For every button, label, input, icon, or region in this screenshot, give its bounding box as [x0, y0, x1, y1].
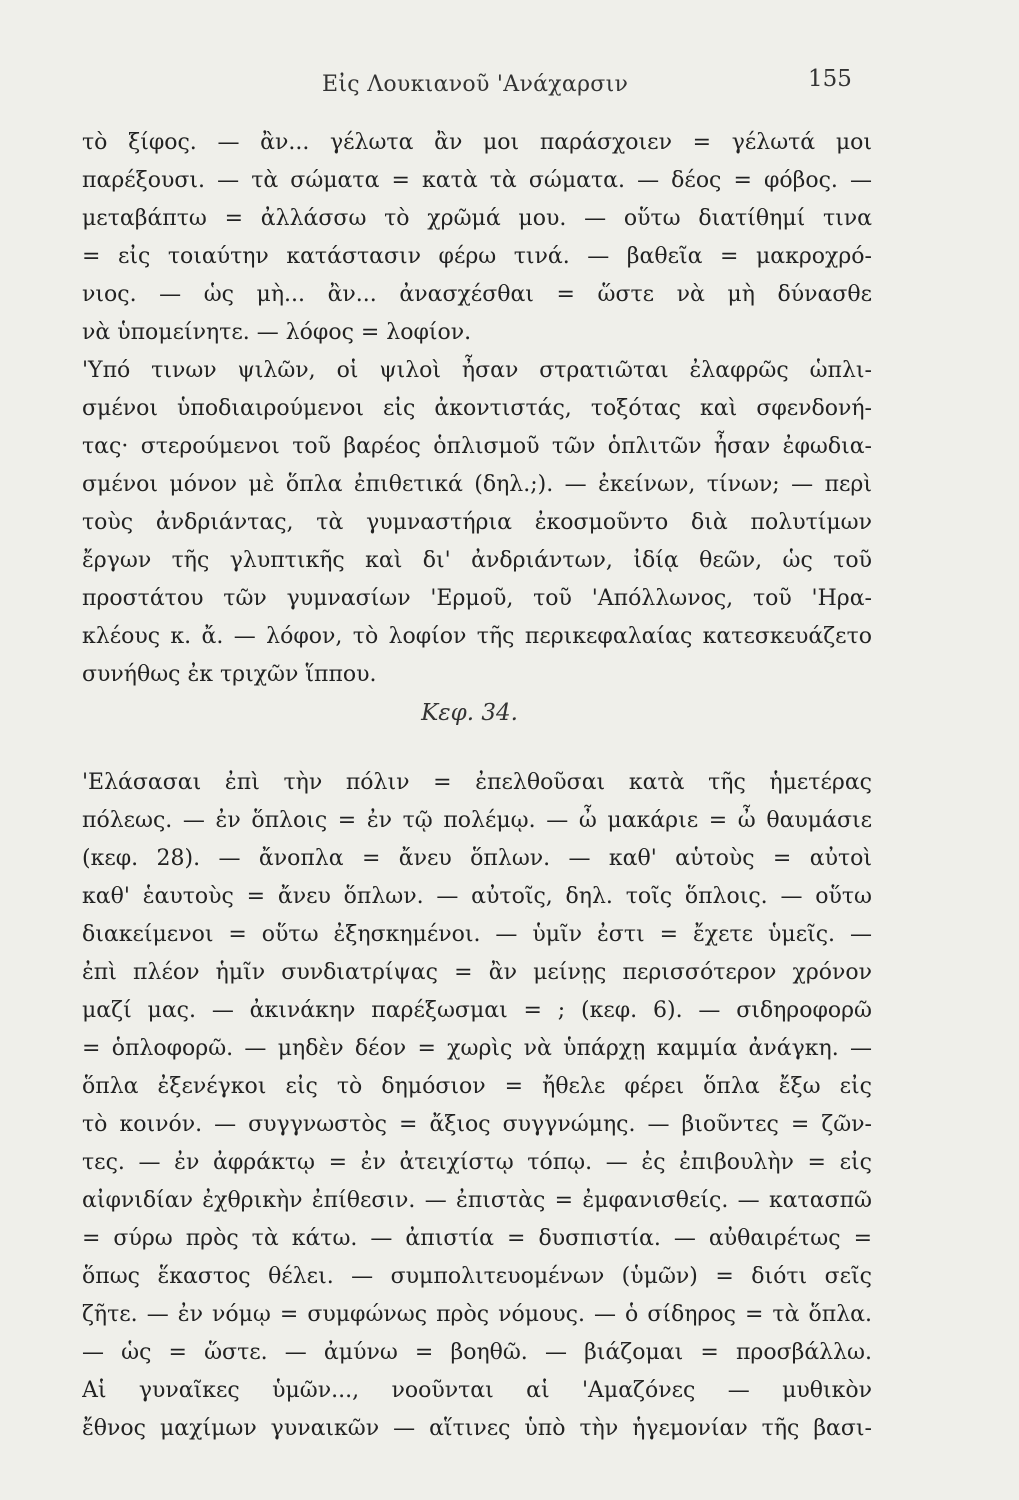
text-line: — ὡς = ὥστε. — ἀμύνω = βοηθῶ. — βιάζομαι = προσβάλλω. — [82, 1340, 872, 1365]
text-line: Αἱ γυναῖκες ὑμῶν..., νοοῦνται αἱ 'Αμαζόνες — μυθικὸν — [82, 1378, 872, 1403]
text-line: αἰφνιδίαν ἐχθρικὴν ἐπίθεσιν. — ἐπιστὰς = ἐμφανισθείς. — κατασπῶ — [82, 1188, 872, 1213]
text-line: τὸ ξίφος. — ἂν... γέλωτα ἂν μοι παράσχοιεν = γέλωτά μοι — [82, 130, 872, 155]
chapter-heading-text: Κεφ. 34. — [421, 700, 518, 726]
text-line: σμένοι μόνον μὲ ὅπλα ἐπιθετικά (δηλ.;). — ἐκείνων, τίνων; — περὶ — [82, 472, 872, 497]
text-line: ὅπως ἕκαστος θέλει. — συμπολιτευομένων (ὑμῶν) = διότι σεῖς — [82, 1264, 872, 1289]
running-title: Εἰς Λουκιανοῦ 'Ανάχαρσιν — [322, 72, 629, 97]
text-line: 'Υπό τινων ψιλῶν, οἱ ψιλοὶ ἦσαν στρατιῶται ἐλαφρῶς ὡπλι- — [82, 358, 872, 383]
text-line: ἔθνος μαχίμων γυναικῶν — αἵτινες ὑπὸ τὴν ἡγεμονίαν τῆς βασι- — [82, 1416, 872, 1441]
commentary-section-2 — [82, 764, 872, 1448]
text-line: τοὺς ἀνδριάντας, τὰ γυμναστήρια ἐκοσμοῦντο διὰ πολυτίμων — [82, 510, 872, 535]
text-line: τας· στερούμενοι τοῦ βαρέος ὁπλισμοῦ τῶν ὁπλιτῶν ἦσαν ἐφωδια- — [82, 434, 872, 459]
text-line: (κεφ. 28). — ἄνοπλα = ἄνευ ὅπλων. — καθ' αὑτοὺς = αὐτοὶ — [82, 846, 872, 871]
text-line: πόλεως. — ἐν ὅπλοις = ἐν τῷ πολέμῳ. — ὦ μακάριε = ὦ θαυμάσιε — [82, 808, 872, 833]
text-line: διακείμενοι = οὕτω ἐξησκημένοι. — ὑμῖν ἐστι = ἔχετε ὑμεῖς. — — [82, 922, 872, 947]
text-line: παρέξουσι. — τὰ σώματα = κατὰ τὰ σώματα. — δέος = φόβος. — — [82, 168, 872, 193]
text-line: τες. — ἐν ἀφράκτῳ = ἐν ἀτειχίστῳ τόπῳ. — ἐς ἐπιβουλὴν = εἰς — [82, 1150, 872, 1175]
text-line: = σύρω πρὸς τὰ κάτω. — ἀπιστία = δυσπιστία. — αὐθαιρέτως = — [82, 1226, 872, 1251]
text-line: = εἰς τοιαύτην κατάστασιν φέρω τινά. — βαθεῖα = μακροχρό- — [82, 244, 872, 269]
text-line: τὸ κοινόν. — συγγνωστὸς = ἄξιος συγγνώμης. — βιοῦντες = ζῶν- — [82, 1112, 872, 1137]
text-line: ὅπλα ἐξενέγκοι εἰς τὸ δημόσιον = ἤθελε φέρει ὅπλα ἔξω εἰς — [82, 1074, 872, 1099]
text-line: ἐπὶ πλέον ἡμῖν συνδιατρίψας = ἂν μείνῃς περισσότερον χρόνον — [82, 960, 872, 985]
text-line: σμένοι ὑποδιαιρούμενοι εἰς ἀκοντιστάς, τοξότας καὶ σφενδονή- — [82, 396, 872, 421]
chapter-heading — [0, 700, 1019, 726]
text-line: μεταβάπτω = ἀλλάσσω τὸ χρῶμά μου. — οὕτω διατίθημί τινα — [82, 206, 872, 231]
text-line: συνήθως ἐκ τριχῶν ἵππου. — [82, 662, 377, 687]
text-line: προστάτου τῶν γυμνασίων 'Ερμοῦ, τοῦ 'Απόλλωνος, τοῦ 'Ηρα- — [82, 586, 872, 611]
text-line: = ὁπλοφορῶ. — μηδὲν δέον = χωρὶς νὰ ὑπάρχῃ καμμία ἀνάγκη. — — [82, 1036, 872, 1061]
text-line: νὰ ὑπομείνητε. — λόφος = λοφίον. — [82, 320, 472, 345]
text-line: 'Ελάσασαι ἐπὶ τὴν πόλιν = ἐπελθοῦσαι κατὰ τῆς ἡμετέρας — [82, 770, 872, 795]
text-line: καθ' ἑαυτοὺς = ἄνευ ὅπλων. — αὐτοῖς, δηλ. τοῖς ὅπλοις. — οὕτω — [82, 884, 872, 909]
text-line: ἔργων τῆς γλυπτικῆς καὶ δι' ἀνδριάντων, ἰδίᾳ θεῶν, ὡς τοῦ — [82, 548, 872, 573]
page-header — [0, 66, 1019, 104]
commentary-section-1 — [82, 124, 872, 694]
text-line: νιος. — ὡς μὴ... ἂν... ἀνασχέσθαι = ὥστε νὰ μὴ δύνασθε — [82, 282, 872, 307]
text-line: μαζί μας. — ἀκινάκην παρέξωσμαι = ; (κεφ. 6). — σιδηροφορῶ — [82, 998, 872, 1023]
text-line: κλέους κ. ἄ. — λόφον, τὸ λοφίον τῆς περικεφαλαίας κατεσκευάζετο — [82, 624, 872, 649]
text-line: ζῆτε. — ἐν νόμῳ = συμφώνως πρὸς νόμους. — ὁ σίδηρος = τὰ ὅπλα. — [82, 1302, 872, 1327]
page-number: 155 — [808, 66, 852, 92]
